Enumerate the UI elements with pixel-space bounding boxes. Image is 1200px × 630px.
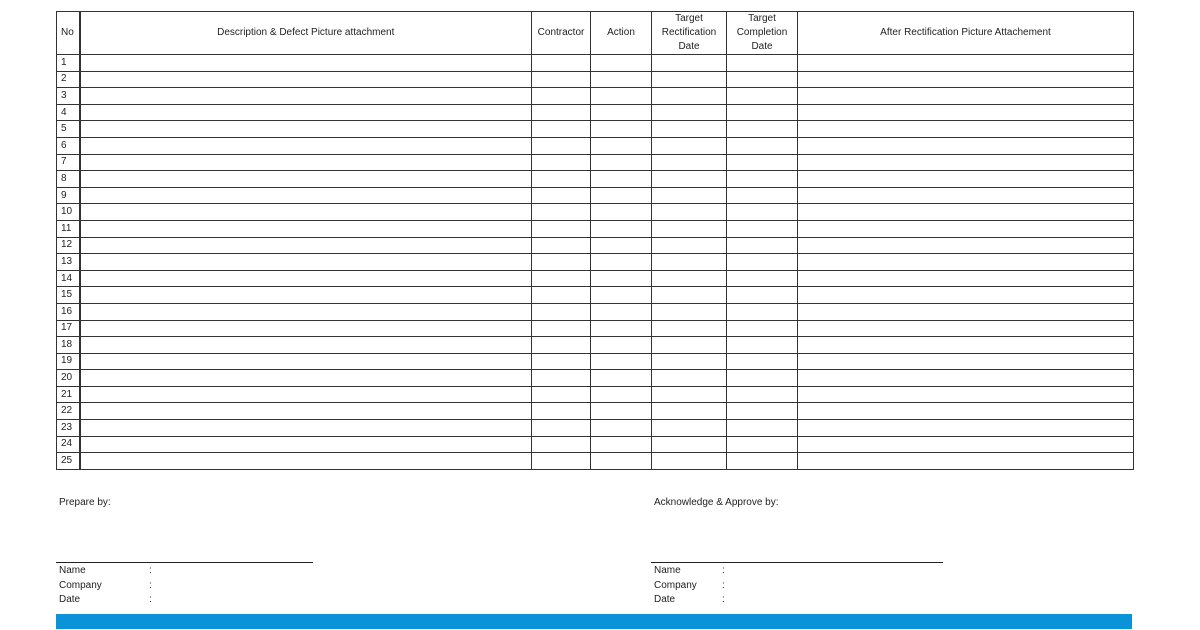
cell-after-rectification[interactable] [798, 187, 1134, 204]
approved-date-field[interactable] [654, 593, 725, 608]
cell-target-rectification-date[interactable] [652, 370, 727, 387]
cell-target-rectification-date[interactable] [652, 303, 727, 320]
table-row [57, 370, 1134, 387]
cell-action[interactable] [591, 55, 652, 72]
table-body [57, 55, 1134, 470]
row-number: 13 [57, 254, 80, 271]
table-row [57, 403, 1134, 420]
row-number: 17 [57, 320, 80, 337]
approved-company-label: Company [654, 579, 697, 591]
cell-contractor[interactable] [532, 303, 591, 320]
cell-after-rectification[interactable] [798, 337, 1134, 354]
cell-action[interactable] [591, 453, 652, 470]
table-row [57, 320, 1134, 337]
cell-contractor[interactable] [532, 337, 591, 354]
cell-description[interactable] [80, 370, 532, 387]
defect-list-table [56, 11, 1134, 470]
cell-action[interactable] [591, 171, 652, 188]
cell-after-rectification[interactable] [798, 137, 1134, 154]
table-row [57, 386, 1134, 403]
table-row [57, 121, 1134, 138]
cell-target-completion-date[interactable] [727, 386, 798, 403]
row-number: 20 [57, 370, 80, 387]
cell-after-rectification[interactable] [798, 55, 1134, 72]
column-header-text: Completion [736, 27, 788, 38]
cell-target-rectification-date[interactable] [652, 55, 727, 72]
colon: : [722, 565, 725, 576]
cell-target-completion-date[interactable] [727, 320, 798, 337]
table-row [57, 171, 1134, 188]
colon: : [149, 594, 152, 605]
prepared-by-fields [59, 564, 152, 608]
row-number: 12 [57, 237, 80, 254]
cell-description[interactable] [80, 154, 532, 171]
cell-contractor[interactable] [532, 71, 591, 88]
cell-action[interactable] [591, 320, 652, 337]
column-header-text: No [61, 27, 74, 38]
cell-description[interactable] [80, 187, 532, 204]
cell-after-rectification[interactable] [798, 88, 1134, 105]
cell-contractor[interactable] [532, 320, 591, 337]
cell-description[interactable] [80, 403, 532, 420]
cell-target-rectification-date[interactable] [652, 254, 727, 271]
column-header-text: Date [751, 41, 773, 52]
cell-contractor[interactable] [532, 420, 591, 437]
cell-target-rectification-date[interactable] [652, 337, 727, 354]
cell-action[interactable] [591, 220, 652, 237]
cell-description[interactable] [80, 220, 532, 237]
row-number: 5 [57, 121, 80, 138]
row-number: 21 [57, 386, 80, 403]
row-number: 6 [57, 137, 80, 154]
cell-contractor[interactable] [532, 137, 591, 154]
column-header-action [591, 12, 652, 55]
column-header-text: Target [675, 13, 703, 24]
cell-contractor[interactable] [532, 270, 591, 287]
cell-target-rectification-date[interactable] [652, 121, 727, 138]
cell-action[interactable] [591, 154, 652, 171]
table-row [57, 187, 1134, 204]
cell-target-rectification-date[interactable] [652, 420, 727, 437]
cell-after-rectification[interactable] [798, 320, 1134, 337]
cell-target-rectification-date[interactable] [652, 187, 727, 204]
cell-description[interactable] [80, 453, 532, 470]
cell-after-rectification[interactable] [798, 370, 1134, 387]
column-header-text: Rectification [661, 27, 717, 38]
prepared-name-field[interactable] [59, 564, 152, 579]
cell-contractor[interactable] [532, 154, 591, 171]
cell-description[interactable] [80, 88, 532, 105]
cell-target-rectification-date[interactable] [652, 137, 727, 154]
cell-target-completion-date[interactable] [727, 270, 798, 287]
prepared-name-label: Name [59, 565, 86, 576]
cell-target-completion-date[interactable] [727, 237, 798, 254]
approved-name-label: Name [654, 565, 681, 576]
approved-by-signature-line[interactable] [651, 562, 943, 563]
cell-target-completion-date[interactable] [727, 453, 798, 470]
cell-contractor[interactable] [532, 453, 591, 470]
cell-after-rectification[interactable] [798, 270, 1134, 287]
row-number: 18 [57, 337, 80, 354]
cell-contractor[interactable] [532, 386, 591, 403]
prepared-by-signature-line[interactable] [56, 562, 313, 563]
cell-target-rectification-date[interactable] [652, 88, 727, 105]
column-header-text: Target [748, 13, 776, 24]
cell-target-completion-date[interactable] [727, 187, 798, 204]
cell-target-completion-date[interactable] [727, 254, 798, 271]
table-row [57, 270, 1134, 287]
column-header-target-completion-date [727, 12, 798, 55]
cell-description[interactable] [80, 104, 532, 121]
approved-by-fields [654, 564, 725, 608]
cell-target-completion-date[interactable] [727, 303, 798, 320]
prepared-company-label: Company [59, 579, 102, 591]
row-number: 14 [57, 270, 80, 287]
cell-action[interactable] [591, 270, 652, 287]
table-row [57, 88, 1134, 105]
cell-description[interactable] [80, 270, 532, 287]
row-number: 9 [57, 187, 80, 204]
cell-description[interactable] [80, 237, 532, 254]
cell-action[interactable] [591, 337, 652, 354]
cell-contractor[interactable] [532, 104, 591, 121]
column-header-text: Description & Defect Picture attachment [217, 27, 395, 38]
table-row [57, 71, 1134, 88]
row-number: 3 [57, 88, 80, 105]
cell-description[interactable] [80, 55, 532, 72]
cell-description[interactable] [80, 121, 532, 138]
cell-target-completion-date[interactable] [727, 220, 798, 237]
table-row [57, 420, 1134, 437]
cell-description[interactable] [80, 337, 532, 354]
cell-target-rectification-date[interactable] [652, 320, 727, 337]
prepared-date-field[interactable] [59, 593, 152, 608]
cell-contractor[interactable] [532, 171, 591, 188]
cell-description[interactable] [80, 436, 532, 453]
cell-action[interactable] [591, 420, 652, 437]
table-row [57, 254, 1134, 271]
cell-after-rectification[interactable] [798, 204, 1134, 221]
cell-contractor[interactable] [532, 237, 591, 254]
cell-contractor[interactable] [532, 287, 591, 304]
cell-target-rectification-date[interactable] [652, 104, 727, 121]
cell-target-rectification-date[interactable] [652, 453, 727, 470]
cell-action[interactable] [591, 137, 652, 154]
table-header-row [57, 12, 1134, 55]
cell-action[interactable] [591, 436, 652, 453]
column-header-text: After Rectification Picture Attachement [880, 27, 1051, 38]
table-row [57, 303, 1134, 320]
cell-target-rectification-date[interactable] [652, 220, 727, 237]
cell-target-completion-date[interactable] [727, 204, 798, 221]
row-number: 25 [57, 453, 80, 470]
cell-action[interactable] [591, 104, 652, 121]
cell-description[interactable] [80, 71, 532, 88]
cell-target-completion-date[interactable] [727, 104, 798, 121]
cell-contractor[interactable] [532, 55, 591, 72]
row-number: 7 [57, 154, 80, 171]
cell-after-rectification[interactable] [798, 237, 1134, 254]
cell-action[interactable] [591, 287, 652, 304]
cell-after-rectification[interactable] [798, 104, 1134, 121]
column-header-after-rectification [798, 12, 1134, 55]
cell-action[interactable] [591, 303, 652, 320]
cell-contractor[interactable] [532, 187, 591, 204]
footer-bar [56, 614, 1132, 629]
cell-target-completion-date[interactable] [727, 137, 798, 154]
cell-description[interactable] [80, 171, 532, 188]
cell-description[interactable] [80, 386, 532, 403]
cell-after-rectification[interactable] [798, 420, 1134, 437]
cell-description[interactable] [80, 420, 532, 437]
row-number: 11 [57, 220, 80, 237]
approved-by-title: Acknowledge & Approve by: [654, 497, 779, 508]
column-header-no [57, 12, 80, 55]
row-number: 19 [57, 353, 80, 370]
cell-target-rectification-date[interactable] [652, 154, 727, 171]
column-header-contractor [532, 12, 591, 55]
cell-target-rectification-date[interactable] [652, 171, 727, 188]
cell-after-rectification[interactable] [798, 386, 1134, 403]
cell-description[interactable] [80, 254, 532, 271]
cell-action[interactable] [591, 88, 652, 105]
cell-description[interactable] [80, 303, 532, 320]
cell-target-completion-date[interactable] [727, 171, 798, 188]
table-row [57, 453, 1134, 470]
approved-company-field[interactable] [654, 579, 725, 594]
cell-after-rectification[interactable] [798, 353, 1134, 370]
table-row [57, 55, 1134, 72]
cell-target-completion-date[interactable] [727, 337, 798, 354]
cell-description[interactable] [80, 287, 532, 304]
prepared-company-field[interactable] [59, 579, 152, 594]
row-number: 2 [57, 71, 80, 88]
row-number: 15 [57, 287, 80, 304]
cell-action[interactable] [591, 386, 652, 403]
table-row [57, 137, 1134, 154]
cell-contractor[interactable] [532, 220, 591, 237]
cell-description[interactable] [80, 353, 532, 370]
cell-description[interactable] [80, 320, 532, 337]
column-header-text: Contractor [537, 27, 585, 38]
row-number: 1 [57, 55, 80, 72]
cell-after-rectification[interactable] [798, 171, 1134, 188]
table-row [57, 204, 1134, 221]
row-number: 22 [57, 403, 80, 420]
table-row [57, 220, 1134, 237]
cell-after-rectification[interactable] [798, 71, 1134, 88]
cell-target-rectification-date[interactable] [652, 270, 727, 287]
cell-contractor[interactable] [532, 353, 591, 370]
colon: : [149, 579, 152, 591]
table-row [57, 436, 1134, 453]
cell-target-completion-date[interactable] [727, 71, 798, 88]
table-row [57, 287, 1134, 304]
cell-contractor[interactable] [532, 121, 591, 138]
cell-target-rectification-date[interactable] [652, 353, 727, 370]
row-number: 8 [57, 171, 80, 188]
cell-after-rectification[interactable] [798, 453, 1134, 470]
cell-after-rectification[interactable] [798, 254, 1134, 271]
cell-after-rectification[interactable] [798, 436, 1134, 453]
cell-target-completion-date[interactable] [727, 370, 798, 387]
cell-target-rectification-date[interactable] [652, 237, 727, 254]
cell-action[interactable] [591, 71, 652, 88]
row-number: 24 [57, 436, 80, 453]
cell-target-completion-date[interactable] [727, 287, 798, 304]
cell-contractor[interactable] [532, 370, 591, 387]
cell-action[interactable] [591, 353, 652, 370]
cell-action[interactable] [591, 403, 652, 420]
cell-action[interactable] [591, 237, 652, 254]
cell-target-completion-date[interactable] [727, 403, 798, 420]
row-number: 10 [57, 204, 80, 221]
table-row [57, 337, 1134, 354]
cell-after-rectification[interactable] [798, 403, 1134, 420]
colon: : [722, 579, 725, 591]
column-header-text: Date [678, 41, 700, 52]
column-header-target-rectification-date [652, 12, 727, 55]
cell-target-rectification-date[interactable] [652, 204, 727, 221]
cell-action[interactable] [591, 254, 652, 271]
cell-after-rectification[interactable] [798, 220, 1134, 237]
cell-target-completion-date[interactable] [727, 420, 798, 437]
row-number: 23 [57, 420, 80, 437]
column-header-text: Action [607, 27, 635, 38]
cell-action[interactable] [591, 370, 652, 387]
cell-target-rectification-date[interactable] [652, 403, 727, 420]
cell-target-rectification-date[interactable] [652, 287, 727, 304]
cell-action[interactable] [591, 121, 652, 138]
prepared-by-title: Prepare by: [59, 497, 111, 508]
colon: : [722, 594, 725, 605]
cell-target-completion-date[interactable] [727, 88, 798, 105]
cell-action[interactable] [591, 187, 652, 204]
cell-target-rectification-date[interactable] [652, 386, 727, 403]
cell-contractor[interactable] [532, 254, 591, 271]
cell-action[interactable] [591, 204, 652, 221]
prepared-date-label: Date [59, 594, 81, 605]
cell-description[interactable] [80, 137, 532, 154]
cell-contractor[interactable] [532, 204, 591, 221]
cell-target-rectification-date[interactable] [652, 71, 727, 88]
cell-after-rectification[interactable] [798, 287, 1134, 304]
cell-after-rectification[interactable] [798, 154, 1134, 171]
cell-target-completion-date[interactable] [727, 353, 798, 370]
cell-target-rectification-date[interactable] [652, 436, 727, 453]
table-row [57, 104, 1134, 121]
cell-target-completion-date[interactable] [727, 154, 798, 171]
table-row [57, 237, 1134, 254]
cell-after-rectification[interactable] [798, 303, 1134, 320]
cell-contractor[interactable] [532, 436, 591, 453]
approved-name-field[interactable] [654, 564, 725, 579]
cell-target-completion-date[interactable] [727, 436, 798, 453]
cell-contractor[interactable] [532, 88, 591, 105]
cell-contractor[interactable] [532, 403, 591, 420]
row-number: 16 [57, 303, 80, 320]
colon: : [149, 565, 152, 576]
cell-target-completion-date[interactable] [727, 55, 798, 72]
table-row [57, 353, 1134, 370]
row-number: 4 [57, 104, 80, 121]
cell-target-completion-date[interactable] [727, 121, 798, 138]
cell-after-rectification[interactable] [798, 121, 1134, 138]
cell-description[interactable] [80, 204, 532, 221]
approved-date-label: Date [654, 594, 676, 605]
table-row [57, 154, 1134, 171]
column-header-description [80, 12, 532, 55]
